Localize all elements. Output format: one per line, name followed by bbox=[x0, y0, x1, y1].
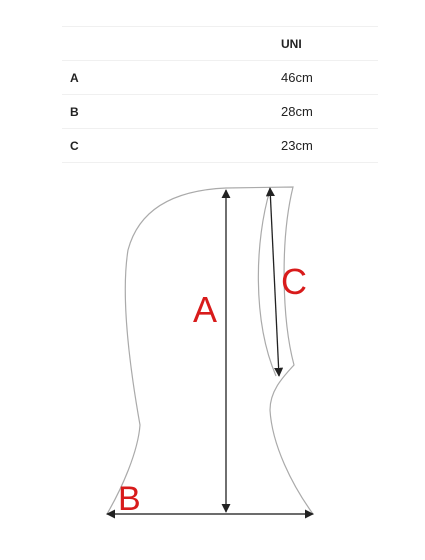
measure-c-arrow bbox=[270, 188, 279, 376]
measure-c-label: C bbox=[281, 261, 307, 302]
size-row-value: 23cm bbox=[281, 138, 313, 153]
size-row-label: A bbox=[70, 70, 79, 85]
size-table-header-size: UNI bbox=[281, 36, 302, 51]
balaclava-face-opening bbox=[258, 190, 276, 376]
size-row-value: 46cm bbox=[281, 70, 313, 85]
size-row-value: 28cm bbox=[281, 104, 313, 119]
measure-a-label: A bbox=[193, 289, 218, 330]
size-row-label: C bbox=[70, 138, 79, 153]
size-row-label: B bbox=[70, 104, 79, 119]
balaclava-outline bbox=[107, 187, 313, 514]
measure-b-label: B bbox=[118, 480, 141, 518]
